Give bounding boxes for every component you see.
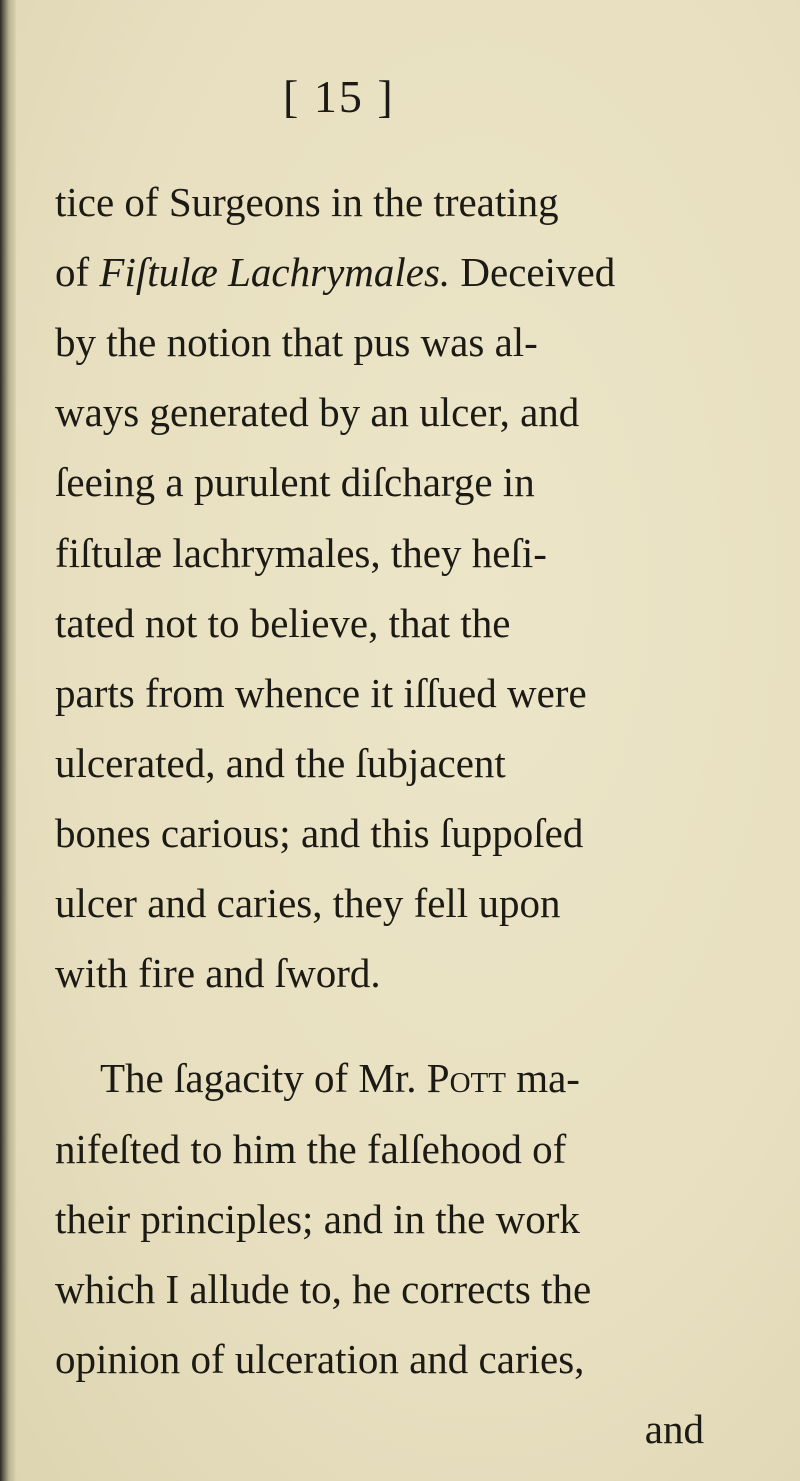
text-line: bones carious; and this ſuppoſed [55, 810, 584, 857]
italic-title: Fiſtulæ Lachrymales. [99, 249, 451, 296]
catchword: and [644, 1406, 704, 1452]
text-fragment: The ſagacity of Mr. [100, 1055, 427, 1102]
text-line: tated not to believe, that the [55, 599, 511, 646]
text-line [100, 1055, 580, 1102]
text-line: tice of Surgeons in the treating [55, 179, 559, 225]
page-number-header: [ 15 ] [283, 71, 395, 122]
page-gutter [0, 0, 16, 1481]
text-line: by the notion that pus was al- [55, 319, 538, 366]
text-line: ulcer and caries, they fell upon [55, 880, 561, 927]
text-fragment: of [55, 249, 100, 296]
text-line: which I allude to, he corrects the [55, 1265, 592, 1312]
text-line: parts from whence it iſſued were [55, 669, 587, 716]
text-line: their principles; and in the work [55, 1195, 580, 1242]
text-line [55, 249, 616, 296]
text-fragment: ma- [505, 1055, 580, 1102]
text-fragment: Deceived [450, 249, 616, 296]
text-line: ways generated by an ulcer, and [55, 389, 580, 436]
text-line: with fire and ſword. [55, 950, 381, 997]
text-line: fiſtulæ lachrymales, they heſi- [55, 529, 547, 576]
text-line: opinion of ulceration and caries, [55, 1335, 585, 1382]
text-line: ulcerated, and the ſubjacent [55, 739, 506, 786]
text-line: nifeſted to him the falſehood of [55, 1125, 567, 1172]
text-line: ſeeing a purulent diſcharge in [55, 459, 535, 506]
author-name: Pott [426, 1055, 506, 1102]
